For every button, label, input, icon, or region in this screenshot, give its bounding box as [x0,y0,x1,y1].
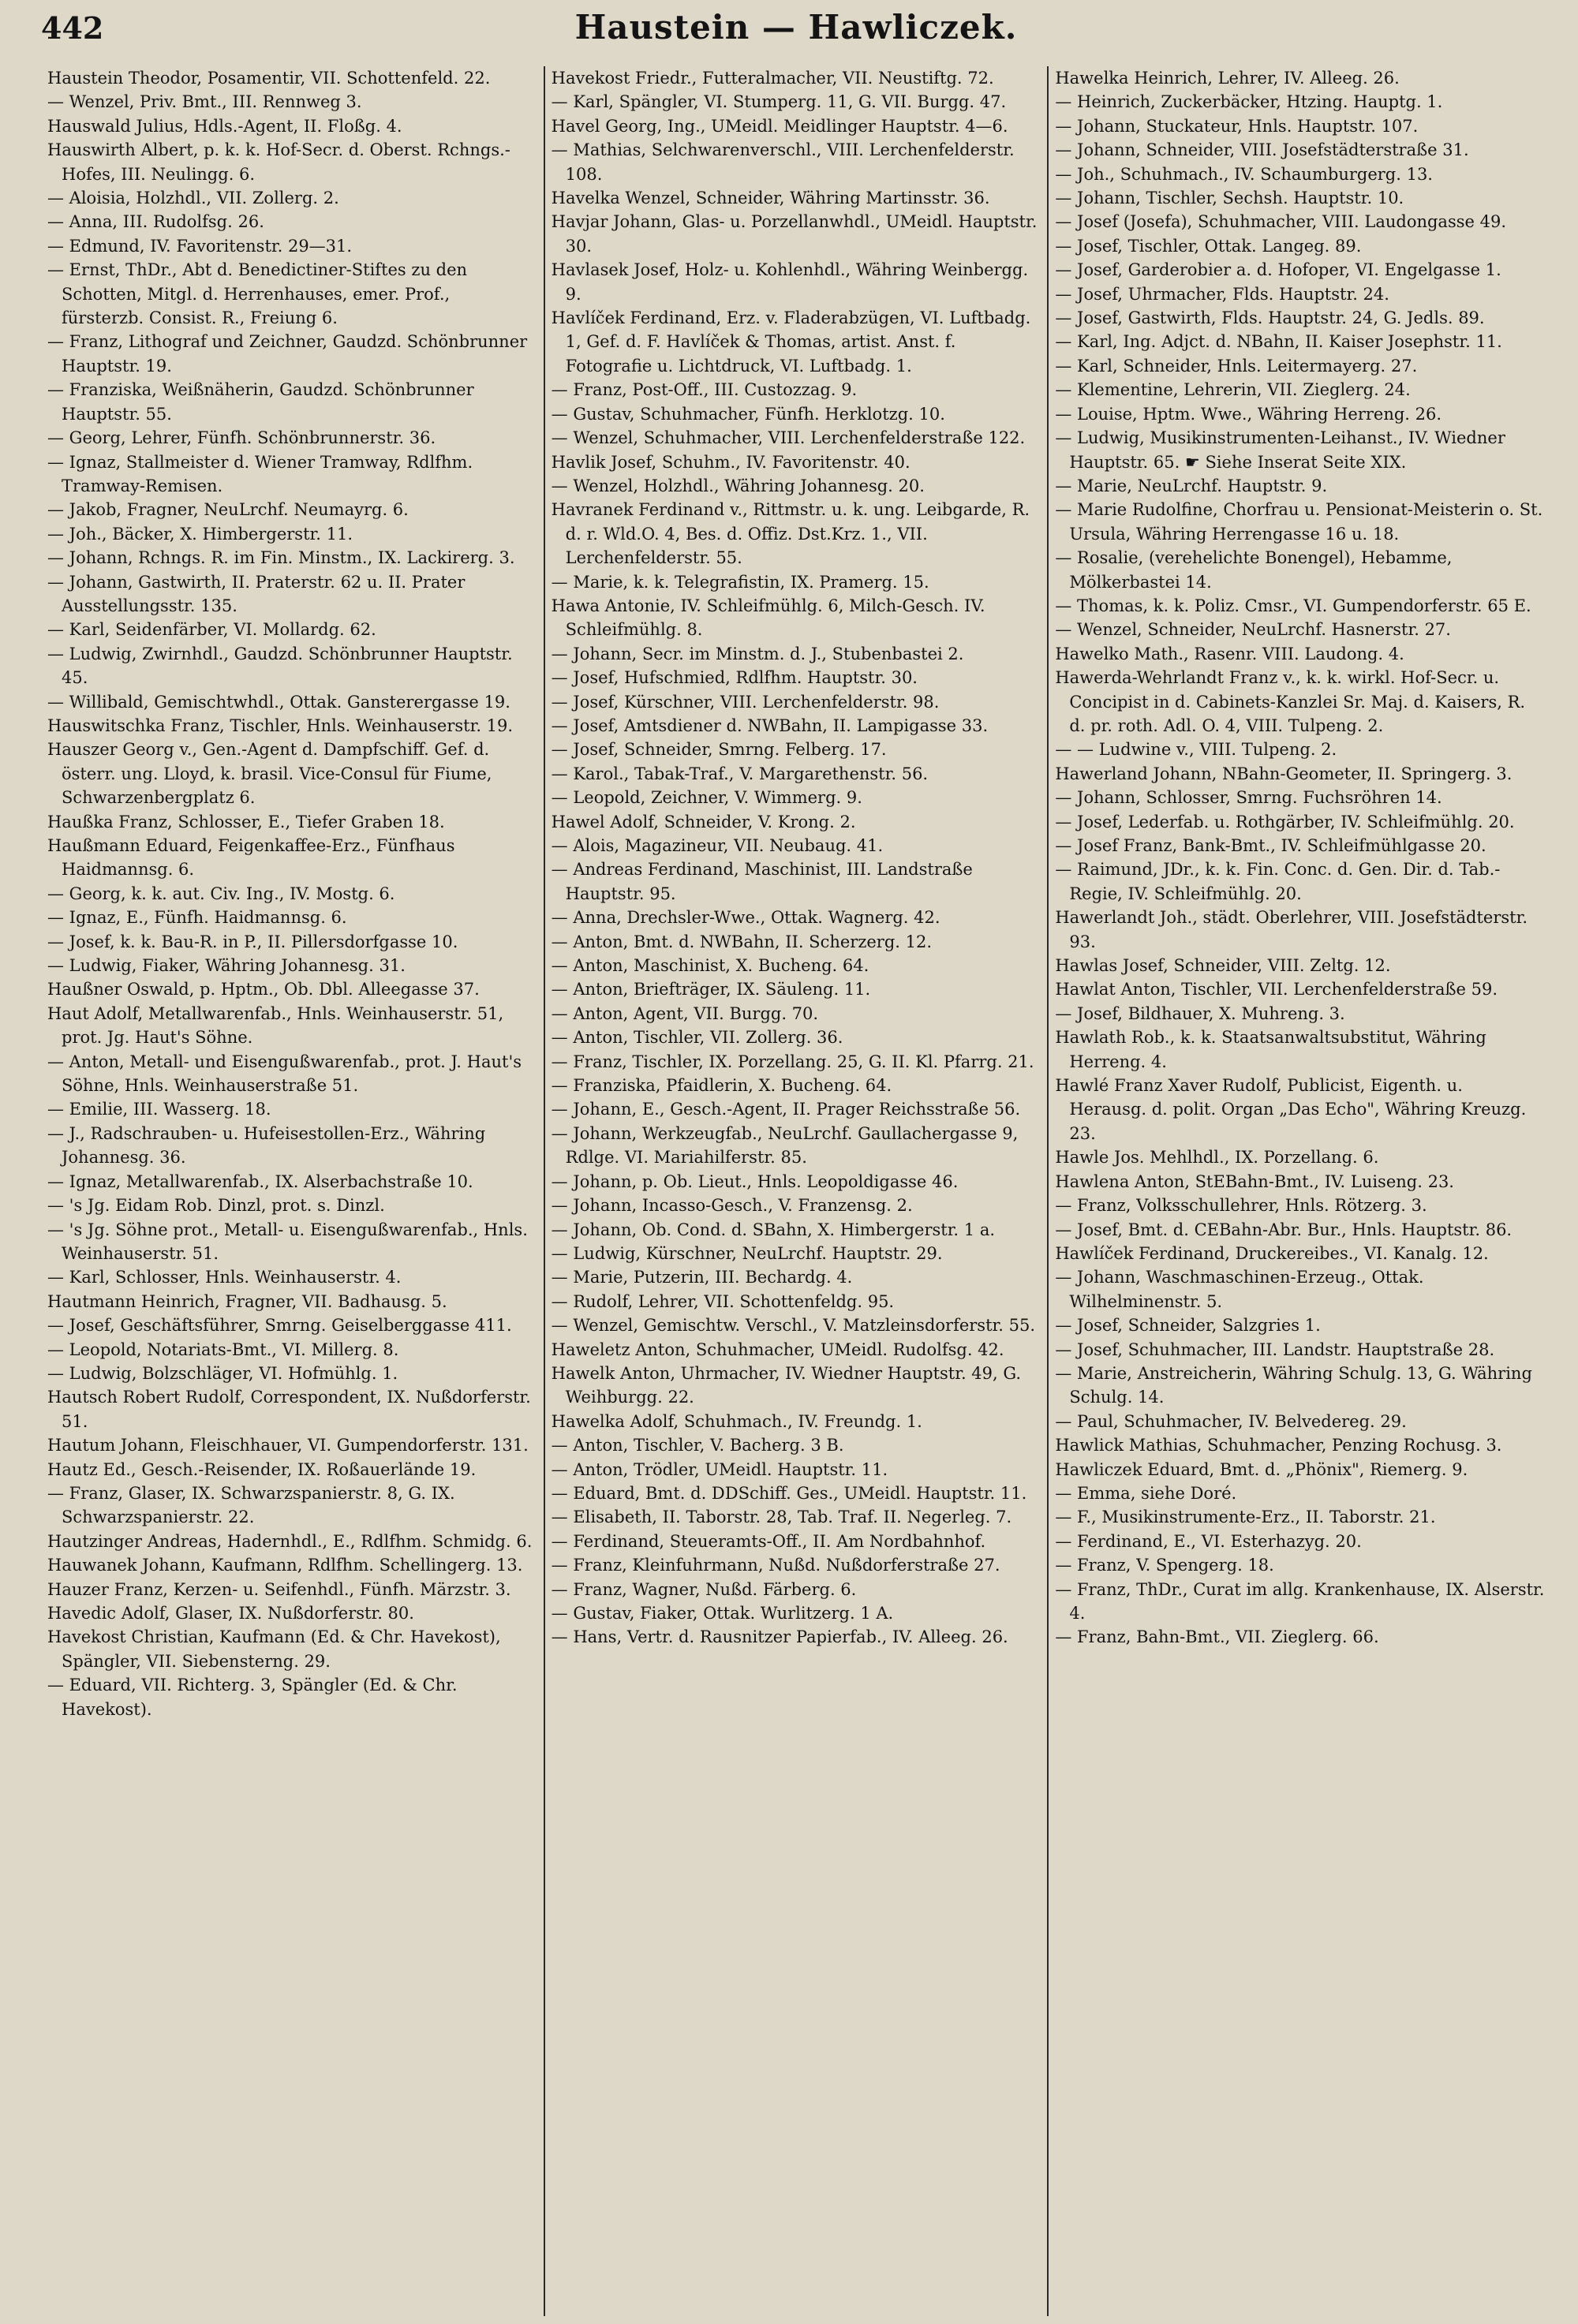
directory-entry: — Ernst, ThDr., Abt d. Benedictiner-Stiftes zu den Schotten, Mitgl. d. Herrenhauses, emer. Prof., fürsterzb. Consist. R., Freiung 6. [47,260,468,328]
directory-entry: — Mathias, Selchwarenverschl., VIII. Lerchenfelderstr. 108. [551,140,1015,184]
column-middle [544,66,1048,2316]
directory-entry: Haußmann Eduard, Feigenkaffee-Erz., Fünfhaus Haidmannsg. 6. [47,836,455,880]
directory-entry: — Johann, Incasso-Gesch., V. Franzensg. 2. [551,1196,913,1216]
directory-entry: — Wenzel, Schuhmacher, VIII. Lerchenfelderstraße 122. [551,428,1026,448]
directory-entry: — Karl, Seidenfärber, VI. Mollardg. 62. [47,620,376,640]
directory-entry: — Edmund, IV. Favoritenstr. 29—31. [47,236,353,256]
directory-entry: — Ludwig, Musikinstrumenten-Leihanst., IV. Wiedner Hauptstr. 65. ☛ Siehe Inserat Seite XIX. [1055,428,1505,472]
directory-entry: — Heinrich, Zuckerbäcker, Htzing. Hauptg. 1. [1055,92,1443,112]
running-head: Haustein — Hawliczek. [574,8,1018,47]
directory-entry: — Leopold, Zeichner, V. Wimmerg. 9. [551,788,862,808]
directory-entry: — Karl, Ing. Adjct. d. NBahn, II. Kaiser Josephstr. 11. [1055,332,1502,352]
directory-entry: Hauzer Franz, Kerzen- u. Seifenhdl., Fünfh. Märzstr. 3. [47,1579,511,1599]
directory-entry: Hawelka Heinrich, Lehrer, IV. Alleeg. 26. [1055,69,1400,88]
directory-entry: — Franz, Tischler, IX. Porzellang. 25, G. II. Kl. Pfarrg. 21. [551,1052,1034,1071]
directory-entry: Hautzinger Andreas, Hadernhdl., E., Rdlfhm. Schmidg. 6. [47,1531,533,1551]
directory-entry: — Wenzel, Schneider, NeuLrchf. Hasnerstr. 27. [1055,620,1451,640]
directory-entry: Hauswirth Albert, p. k. k. Hof-Secr. d. Oberst. Rchngs.-Hofes, III. Neulingg. 6. [47,140,510,184]
directory-entry: — Karl, Schneider, Hnls. Leitermayerg. 27. [1055,356,1418,376]
directory-entry: — Johann, Werkzeugfab., NeuLrchf. Gaullachergasse 9, Rdlge. VI. Mariahilferstr. 85. [551,1123,1019,1168]
directory-entry: — Anton, Tischler, V. Bacherg. 3 B. [551,1436,844,1455]
directory-entry: — Paul, Schuhmacher, IV. Belvedereg. 29. [1055,1411,1407,1431]
directory-entry: — Johann, Stuckateur, Hnls. Hauptstr. 107. [1055,116,1419,136]
directory-entry: — Wenzel, Gemischtw. Verschl., V. Matzleinsdorferstr. 55. [551,1316,1035,1336]
directory-entry: — Josef Franz, Bank-Bmt., IV. Schleifmühlgasse 20. [1055,836,1486,855]
directory-entry: — Josef, Amtsdiener d. NWBahn, II. Lampigasse 33. [551,716,989,735]
directory-entry: Hawerda-Wehrlandt Franz v., k. k. wirkl. Hof-Secr. u. Concipist in d. Cabinets-Kanzlei Sr. Maj. d. Kaisers, R. d. pr. roth. Adl. O. 4, VIII. Tulpeng. 2. [1055,668,1526,735]
directory-entry: — Franz, Wagner, Nußd. Färberg. 6. [551,1579,857,1599]
columns [41,66,1551,2316]
directory-entry: — Franz, V. Spengerg. 18. [1055,1556,1274,1575]
directory-entry: — Willibald, Gemischtwhdl., Ottak. Gansterergasse 19. [47,692,510,712]
directory-entry: — Ludwig, Zwirnhdl., Gaudzd. Schönbrunner Hauptstr. 45. [47,644,513,688]
directory-entry: — Georg, Lehrer, Fünfh. Schönbrunnerstr. 36. [47,428,436,448]
directory-entry: — Emilie, III. Wasserg. 18. [47,1100,271,1119]
page-number: 442 [41,10,104,46]
directory-entry: — Josef, Tischler, Ottak. Langeg. 89. [1055,236,1362,256]
directory-entry: — J., Radschrauben- u. Hufeisestollen-Erz., Währing Johannesg. 36. [47,1123,486,1168]
directory-entry: Hauwanek Johann, Kaufmann, Rdlfhm. Schellingerg. 13. [47,1556,523,1575]
directory-entry: — Gustav, Schuhmacher, Fünfh. Herklotzg. 10. [551,404,945,424]
directory-entry: — Anton, Metall- und Eisengußwarenfab., prot. J. Haut's Söhne, Hnls. Weinhauserstraße 51. [47,1052,522,1096]
directory-entry: — Ferdinand, Steueramts-Off., II. Am Nordbahnhof. [551,1531,986,1551]
directory-entry: Haut Adolf, Metallwarenfab., Hnls. Weinhauserstr. 51, prot. Jg. Haut's Söhne. [47,1003,504,1048]
directory-entry: — Johann, Rchngs. R. im Fin. Minstm., IX. Lackirerg. 3. [47,548,515,568]
directory-entry: — Josef, Uhrmacher, Flds. Hauptstr. 24. [1055,284,1389,304]
directory-entry: Hawerlandt Joh., städt. Oberlehrer, VIII. Josefstädterstr. 93. [1055,908,1528,951]
directory-entry: Hawel Adolf, Schneider, V. Krong. 2. [551,812,856,831]
directory-entry: Hautmann Heinrich, Fragner, VII. Badhausg. 5. [47,1291,447,1311]
directory-entry: — Alois, Magazineur, VII. Neubaug. 41. [551,836,884,855]
directory-entry: Haußner Oswald, p. Hptm., Ob. Dbl. Alleegasse 37. [47,980,480,999]
directory-entry: — Joh., Bäcker, X. Himbergerstr. 11. [47,524,353,544]
directory-entry: — Aloisia, Holzhdl., VII. Zollerg. 2. [47,189,339,208]
directory-entry: — Johann, Gastwirth, II. Praterstr. 62 u. II. Prater Ausstellungsstr. 135. [47,572,466,615]
directory-entry: — Karl, Schlosser, Hnls. Weinhauserstr. 4. [47,1268,402,1287]
directory-entry: — Marie, k. k. Telegrafistin, IX. Pramerg. 15. [551,572,929,592]
directory-entry: — Josef, Kürschner, VIII. Lerchenfelderstr. 98. [551,692,940,712]
directory-entry: — Anna, Drechsler-Wwe., Ottak. Wagnerg. 42. [551,908,940,928]
directory-entry: — Rosalie, (verehelichte Bonengel), Hebamme, Mölkerbastei 14. [1055,548,1453,592]
column-right [1047,66,1551,2316]
directory-entry: — Franz, Lithograf und Zeichner, Gaudzd. Schönbrunner Hauptstr. 19. [47,332,528,376]
directory-entry: Hawlick Mathias, Schuhmacher, Penzing Rochusg. 3. [1055,1436,1502,1455]
directory-entry: — Josef, k. k. Bau-R. in P., II. Pillersdorfgasse 10. [47,932,458,951]
directory-entry: Hawle Jos. Mehlhdl., IX. Porzellang. 6. [1055,1148,1379,1168]
directory-entry: — Josef (Josefa), Schuhmacher, VIII. Laudongasse 49. [1055,212,1506,232]
directory-entry: Hawliczek Eduard, Bmt. d. „Phönix", Riemerg. 9. [1055,1459,1468,1479]
directory-entry: Havedic Adolf, Glaser, IX. Nußdorferstr. 80. [47,1604,414,1623]
directory-entry: Hawerland Johann, NBahn-Geometer, II. Springerg. 3. [1055,764,1513,783]
directory-entry: — Hans, Vertr. d. Rausnitzer Papierfab., IV. Alleeg. 26. [551,1627,1008,1647]
directory-entry: — Franz, Kleinfuhrmann, Nußd. Nußdorferstraße 27. [551,1556,1000,1575]
directory-entry: — Leopold, Notariats-Bmt., VI. Millerg. 8. [47,1339,399,1359]
directory-entry: — Marie, Putzerin, III. Bechardg. 4. [551,1268,853,1287]
directory-entry: — Franz, Bahn-Bmt., VII. Zieglerg. 66. [1055,1627,1379,1647]
directory-entry: — Eduard, Bmt. d. DDSchiff. Ges., UMeidl. Hauptstr. 11. [551,1483,1027,1503]
directory-entry: — Johann, Ob. Cond. d. SBahn, X. Himbergerstr. 1 a. [551,1220,996,1239]
directory-entry: Havekost Friedr., Futteralmacher, VII. Neustiftg. 72. [551,69,994,88]
directory-entry: Hauswald Julius, Hdls.-Agent, II. Floßg. 4. [47,116,402,136]
directory-entry: — Ignaz, Stallmeister d. Wiener Tramway, Rdlfhm. Tramway-Remisen. [47,452,473,495]
directory-entry: — Josef, Garderobier a. d. Hofoper, VI. Engelgasse 1. [1055,260,1501,280]
directory-entry: Hawelko Math., Rasenr. VIII. Laudong. 4. [1055,644,1404,663]
directory-entry: — 's Jg. Söhne prot., Metall- u. Eisengußwarenfab., Hnls. Weinhauserstr. 51. [47,1220,528,1263]
directory-entry: — Franz, ThDr., Curat im allg. Krankenhause, IX. Alserstr. 4. [1055,1579,1545,1623]
directory-entry: — Joh., Schuhmach., IV. Schaumburgerg. 13. [1055,164,1433,184]
page-header [41,8,1551,66]
directory-entry: — Johann, Schneider, VIII. Josefstädterstraße 31. [1055,140,1469,160]
directory-entry: — Anton, Bmt. d. NWBahn, II. Scherzerg. 12. [551,932,933,951]
directory-entry: Havranek Ferdinand v., Rittmstr. u. k. ung. Leibgarde, R. d. r. Wld.O. 4, Bes. d. Offiz. Dst.Krz. 1., VII. Lerchenfelderstr. 55. [551,500,1030,568]
directory-entry: — Anna, III. Rudolfsg. 26. [47,212,264,232]
directory-entry: — Josef, Schuhmacher, III. Landstr. Hauptstraße 28. [1055,1339,1495,1359]
directory-entry: Havel Georg, Ing., UMeidl. Meidlinger Hauptstr. 4—6. [551,116,1008,136]
directory-entry: — Andreas Ferdinand, Maschinist, III. Landstraße Hauptstr. 95. [551,860,973,903]
directory-entry: Haweletz Anton, Schuhmacher, UMeidl. Rudolfsg. 42. [551,1339,1004,1359]
directory-entry: — Josef, Bildhauer, X. Muhreng. 3. [1055,1003,1345,1023]
directory-entry: — Johann, Schlosser, Smrng. Fuchsröhren 14. [1055,788,1442,808]
directory-entry: Hautsch Robert Rudolf, Correspondent, IX. Nußdorferstr. 51. [47,1388,531,1431]
directory-entry: — Marie, NeuLrchf. Hauptstr. 9. [1055,476,1328,495]
directory-entry: Havlik Josef, Schuhm., IV. Favoritenstr. 40. [551,452,911,472]
directory-entry: Havekost Christian, Kaufmann (Ed. & Chr. Havekost), Spängler, VII. Siebensterng. 29. [47,1627,501,1671]
directory-entry: — Raimund, JDr., k. k. Fin. Conc. d. Gen. Dir. d. Tab.-Regie, IV. Schleifmühlg. 20. [1055,860,1501,903]
directory-entry: — Ferdinand, E., VI. Esterhazyg. 20. [1055,1531,1362,1551]
directory-entry: — Anton, Agent, VII. Burgg. 70. [551,1003,819,1023]
directory-entry: — F., Musikinstrumente-Erz., II. Taborstr. 21. [1055,1508,1436,1527]
directory-entry: Havjar Johann, Glas- u. Porzellanwhdl., UMeidl. Hauptstr. 30. [551,212,1038,256]
directory-entry: — Ludwig, Bolzschläger, VI. Hofmühlg. 1. [47,1363,398,1383]
directory-entry: — Josef, Geschäftsführer, Smrng. Geiselberggasse 411. [47,1316,512,1336]
directory-entry: — Ignaz, E., Fünfh. Haidmannsg. 6. [47,908,347,928]
directory-entry: — Klementine, Lehrerin, VII. Zieglerg. 24. [1055,380,1411,400]
directory-entry: — Josef, Gastwirth, Flds. Hauptstr. 24, G. Jedls. 89. [1055,308,1485,328]
directory-entry: — Josef, Schneider, Salzgries 1. [1055,1316,1321,1336]
directory-entry: Hautum Johann, Fleischhauer, VI. Gumpendorferstr. 131. [47,1436,529,1455]
directory-entry: — Anton, Tischler, VII. Zollerg. 36. [551,1028,843,1048]
directory-entry: — Jakob, Fragner, NeuLrchf. Neumayrg. 6. [47,500,409,520]
directory-entry: — Wenzel, Priv. Bmt., III. Rennweg 3. [47,92,362,112]
directory-entry: Hawlíček Ferdinand, Druckereibes., VI. Kanalg. 12. [1055,1243,1489,1263]
directory-entry: — Josef, Lederfab. u. Rothgärber, IV. Schleifmühlg. 20. [1055,812,1515,831]
directory-entry: Havelka Wenzel, Schneider, Währing Martinsstr. 36. [551,189,990,208]
directory-entry: — Wenzel, Holzhdl., Währing Johannesg. 20. [551,476,925,495]
directory-entry: — — Ludwine v., VIII. Tulpeng. 2. [1055,740,1337,760]
directory-entry: Hawlat Anton, Tischler, VII. Lerchenfelderstraße 59. [1055,980,1498,999]
directory-entry: Haustein Theodor, Posamentir, VII. Schottenfeld. 22. [47,69,491,88]
directory-entry: Hawelk Anton, Uhrmacher, IV. Wiedner Hauptstr. 49, G. Weihburgg. 22. [551,1363,1022,1407]
directory-entry: — Karol., Tabak-Traf., V. Margarethenstr. 56. [551,764,929,783]
directory-entry: Hawlas Josef, Schneider, VIII. Zeltg. 12. [1055,956,1391,976]
directory-entry: Hautz Ed., Gesch.-Reisender, IX. Roßauerlände 19. [47,1459,477,1479]
directory-entry: Hauswitschka Franz, Tischler, Hnls. Weinhauserstr. 19. [47,716,514,735]
directory-entry: — Louise, Hptm. Wwe., Währing Herreng. 26. [1055,404,1442,424]
column-left [41,66,544,2316]
directory-entry: — Anton, Briefträger, IX. Säuleng. 11. [551,980,871,999]
directory-entry: — 's Jg. Eidam Rob. Dinzl, prot. s. Dinzl. [47,1196,385,1216]
directory-entry: — Franz, Glaser, IX. Schwarzspanierstr. 8, G. IX. Schwarzspanierstr. 22. [47,1483,455,1527]
directory-entry: — Johann, Waschmaschinen-Erzeug., Ottak. Wilhelminenstr. 5. [1055,1268,1424,1311]
directory-entry: — Anton, Trödler, UMeidl. Hauptstr. 11. [551,1459,888,1479]
directory-entry: — Josef, Hufschmied, Rdlfhm. Hauptstr. 30. [551,668,918,688]
directory-entry: — Josef, Bmt. d. CEBahn-Abr. Bur., Hnls. Hauptstr. 86. [1055,1220,1513,1239]
directory-entry: — Josef, Schneider, Smrng. Felberg. 17. [551,740,887,760]
directory-entry: — Franziska, Weißnäherin, Gaudzd. Schönbrunner Hauptstr. 55. [47,380,474,424]
directory-entry: Havlíček Ferdinand, Erz. v. Fladerabzügen, VI. Luftbadg. 1, Gef. d. F. Havlíček & Thomas, artist. Anst. f. Fotografie u. Lichtdruck, VI. Luftbadg. 1. [551,308,1031,376]
directory-entry: — Eduard, VII. Richterg. 3, Spängler (Ed. & Chr. Havekost). [47,1676,458,1719]
directory-entry: — Johann, E., Gesch.-Agent, II. Prager Reichsstraße 56. [551,1100,1021,1119]
directory-entry: — Gustav, Fiaker, Ottak. Wurlitzerg. 1 A. [551,1604,894,1623]
directory-entry: Hawlé Franz Xaver Rudolf, Publicist, Eigenth. u. Herausg. d. polit. Organ „Das Echo", Währing Kreuzg. 23. [1055,1076,1527,1143]
directory-entry: — Ludwig, Fiaker, Währing Johannesg. 31. [47,956,406,976]
directory-entry: Hauszer Georg v., Gen.-Agent d. Dampfschiff. Gef. d. österr. ung. Lloyd, k. brasil. Vice-Consul für Fiume, Schwarzenbergplatz 6. [47,740,492,808]
directory-entry: — Johann, p. Ob. Lieut., Hnls. Leopoldigasse 46. [551,1171,959,1191]
directory-entry: — Georg, k. k. aut. Civ. Ing., IV. Mostg. 6. [47,884,395,903]
directory-entry: Hawlath Rob., k. k. Staatsanwaltsubstitut, Währing Herreng. 4. [1055,1028,1486,1071]
directory-entry: — Johann, Secr. im Minstm. d. J., Stubenbastei 2. [551,644,964,663]
directory-entry: — Franziska, Pfaidlerin, X. Bucheng. 64. [551,1076,892,1096]
directory-entry: Haußka Franz, Schlosser, E., Tiefer Graben 18. [47,812,445,831]
directory-entry: Hawa Antonie, IV. Schleifmühlg. 6, Milch-Gesch. IV. Schleifmühlg. 8. [551,596,985,640]
directory-entry: — Emma, siehe Doré. [1055,1483,1237,1503]
directory-entry: — Anton, Maschinist, X. Bucheng. 64. [551,956,869,976]
directory-entry: — Elisabeth, II. Taborstr. 28, Tab. Traf. II. Negerleg. 7. [551,1508,1012,1527]
directory-entry: Hawelka Adolf, Schuhmach., IV. Freundg. 1. [551,1411,922,1431]
directory-entry: Hawlena Anton, StEBahn-Bmt., IV. Luiseng. 23. [1055,1171,1454,1191]
directory-entry: — Johann, Tischler, Sechsh. Hauptstr. 10. [1055,189,1404,208]
directory-entry: — Karl, Spängler, VI. Stumperg. 11, G. VII. Burgg. 47. [551,92,1007,112]
directory-entry: — Marie Rudolfine, Chorfrau u. Pensionat-Meisterin o. St. Ursula, Währing Herrengasse 16 u. 18. [1055,500,1543,544]
directory-entry: — Ludwig, Kürschner, NeuLrchf. Hauptstr. 29. [551,1243,943,1263]
directory-entry: — Marie, Anstreicherin, Währing Schulg. 13, G. Währing Schulg. 14. [1055,1363,1532,1407]
directory-entry: — Franz, Volksschullehrer, Hnls. Rötzerg. 3. [1055,1196,1427,1216]
directory-entry: — Rudolf, Lehrer, VII. Schottenfeldg. 95. [551,1291,895,1311]
directory-entry: — Ignaz, Metallwarenfab., IX. Alserbachstraße 10. [47,1171,473,1191]
directory-entry: — Franz, Post-Off., III. Custozzag. 9. [551,380,858,400]
directory-entry: — Thomas, k. k. Poliz. Cmsr., VI. Gumpendorferstr. 65 E. [1055,596,1531,615]
directory-entry: Havlasek Josef, Holz- u. Kohlenhdl., Währing Weinbergg. 9. [551,260,1029,304]
